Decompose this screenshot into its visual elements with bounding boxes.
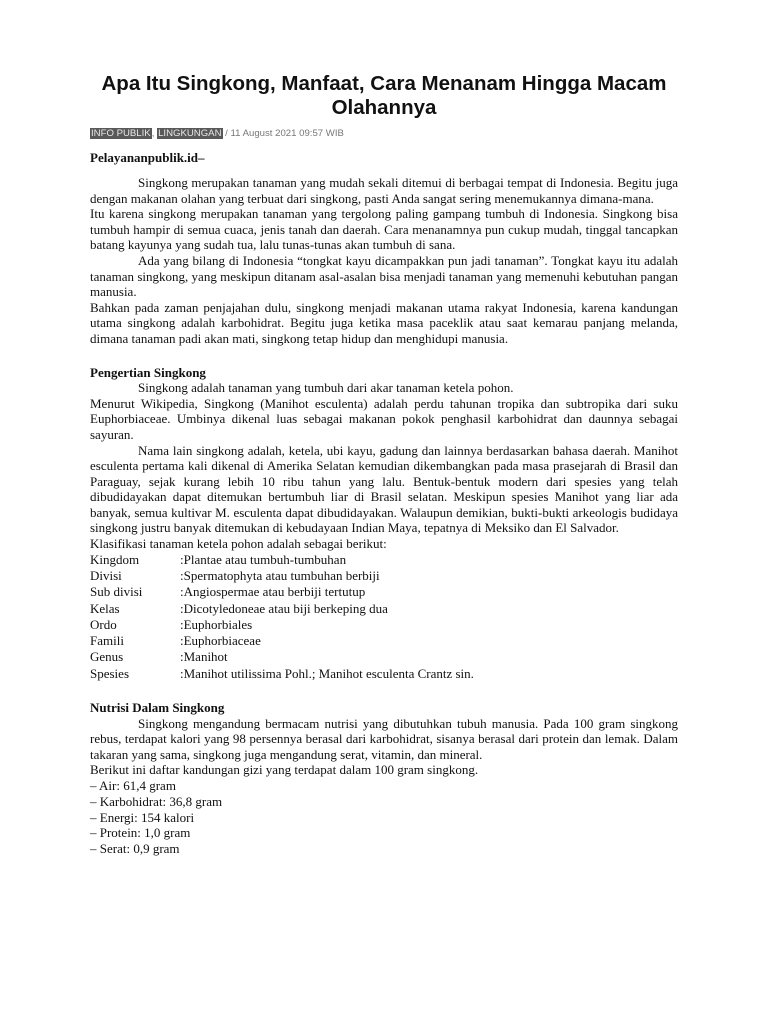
classification-key: Kingdom [90,551,140,567]
table-row [90,568,474,584]
source-label: Pelayananpublik.id– [90,150,205,165]
article-meta: INFO PUBLIK, LINGKUNGAN / 11 August 2021 09:57 WIB [91,128,344,139]
list-item: – Serat: 0,9 gram [90,841,180,857]
table-row [90,584,474,600]
table-row [90,601,474,617]
paragraph: Ada yang bilang di Indonesia “tongkat kayu dicampakkan pun jadi tanaman”. Tongkat kayu itu adalah tanaman singkong, yang meskipun ditanam asal-asalan bisa menjadi tanaman yang memenuhi kebutuhan pangan manusia. [90,252,678,300]
section-heading: Nutrisi Dalam Singkong [90,700,225,716]
paragraph: Singkong mengandung bermacam nutrisi yang dibutuhkan tubuh manusia. Pada 100 gram singkong rebus, terdapat kalori yang 98 persennya berasal dari karbohidrat, sisanya berasal dari protein dan lemak. Dalam takaran yang sama, singkong juga mengandung serat, vitamin, dan mineral. [90,715,678,762]
classification-value: :Manihot [180,649,228,665]
paragraph: Berikut ini daftar kandungan gizi yang terdapat dalam 100 gram singkong. [90,762,479,778]
classification-key: Spesies [90,665,129,681]
article-title: Apa Itu Singkong, Manfaat, Cara Menanam Hingga Macam Olahannya [101,72,667,119]
paragraph: Klasifikasi tanaman ketela pohon adalah sebagai berikut: [90,536,387,552]
paragraph: Menurut Wikipedia, Singkong (Manihot esculenta) adalah perdu tahunan tropika dan subtropika dari suku Euphorbiaceae. Umbinya dikenal luas sebagai makanan pokok penghasil karbohidrat dan daunnya sebagai sayuran. [90,395,678,442]
category-tag-lingkungan[interactable]: LINGKUNGAN [158,128,222,139]
classification-value: :Angiospermae atau berbiji tertutup [180,584,366,600]
classification-key: Genus [90,649,124,665]
classification-value: :Plantae atau tumbuh-tumbuhan [180,551,347,567]
section-nutrisi [90,700,678,857]
classification-key: Sub divisi [90,584,143,600]
nutrient-list [90,778,678,857]
list-item: – Karbohidrat: 36,8 gram [90,793,223,809]
paragraph: Nama lain singkong adalah, ketela, ubi kayu, gadung dan lainnya berdasarkan bahasa daerah. Manihot esculenta pertama kali dikenal di Amerika Selatan kemudian dikembangkan pada masa prasejarah di Brasil dan Paraguay, sejak kurang lebih 10 ribu tahun yang lalu. Bentuk-bentuk modern dari spesies yang telah dibudidayakan dapat ditemukan bertumbuh liar di Brasil selatan. Meskipun spesies Manihot yang liar ada banyak, semua kultivar M. esculenta dapat dibudidayakan. Walaupun demikian, bukti-bukti arkeologis budidaya singkong justru banyak ditemukan di kebudayaan Indian Maya, tepatnya di Meksiko dan El Salvador. [90,442,678,536]
classification-value: :Manihot utilissima Pohl.; Manihot esculenta Crantz sin. [180,665,474,681]
paragraph: Singkong adalah tanaman yang tumbuh dari akar tanaman ketela pohon. [138,380,514,396]
classification-value: :Euphorbiaceae [180,633,261,649]
classification-key: Divisi [90,567,122,583]
classification-key: Famili [90,633,124,649]
classification-key: Ordo [90,616,117,632]
classification-value: :Dicotyledoneae atau biji berkeping dua [180,600,388,616]
list-item: – Energi: 154 kalori [90,809,195,825]
section-heading: Pengertian Singkong [90,364,206,380]
paragraph: Bahkan pada zaman penjajahan dulu, singkong menjadi makanan utama rakyat Indonesia, karena kandungan utama singkong adalah karbohidrat. Begitu juga ketika masa paceklik atau saat kemarau panjang melanda, dimana tanaman padi akan mati, singkong tetap hidup dan menghidupi manusia. [90,299,678,346]
section-pengertian [90,365,678,683]
classification-table [90,552,474,682]
paragraph: Singkong merupakan tanaman yang mudah sekali ditemui di berbagai tempat di Indonesia. Begitu juga dengan makanan olahan yang terbuat dari singkong, pasti Anda sangat sering menemukannya dimana-mana. [90,175,678,206]
classification-value: :Euphorbiales [180,616,253,632]
classification-value: :Spermatophyta atau tumbuhan berbiji [180,567,380,583]
classification-key: Kelas [90,600,120,616]
publish-date: / 11 August 2021 09:57 WIB [222,128,344,139]
list-item: – Air: 61,4 gram [90,778,176,793]
article [90,0,678,857]
table-row [90,649,474,665]
paragraph: Itu karena singkong merupakan tanaman yang tergolong paling gampang tumbuh di Indonesia. Singkong bisa tumbuh hampir di semua cuaca, jenis tanah dan daerah. Cara menanamnya pun cukup mudah, tinggal tancapkan batang kayunya yang sudah tua, lalu tunas-tunas akan tumbuh di sana. [90,206,678,253]
table-row [90,633,474,649]
list-item: – Protein: 1,0 gram [90,825,191,841]
category-tag-info-publik[interactable]: INFO PUBLIK [91,128,151,139]
intro [90,175,678,347]
table-row [90,617,474,633]
table-row [90,552,474,568]
table-row [90,666,474,682]
